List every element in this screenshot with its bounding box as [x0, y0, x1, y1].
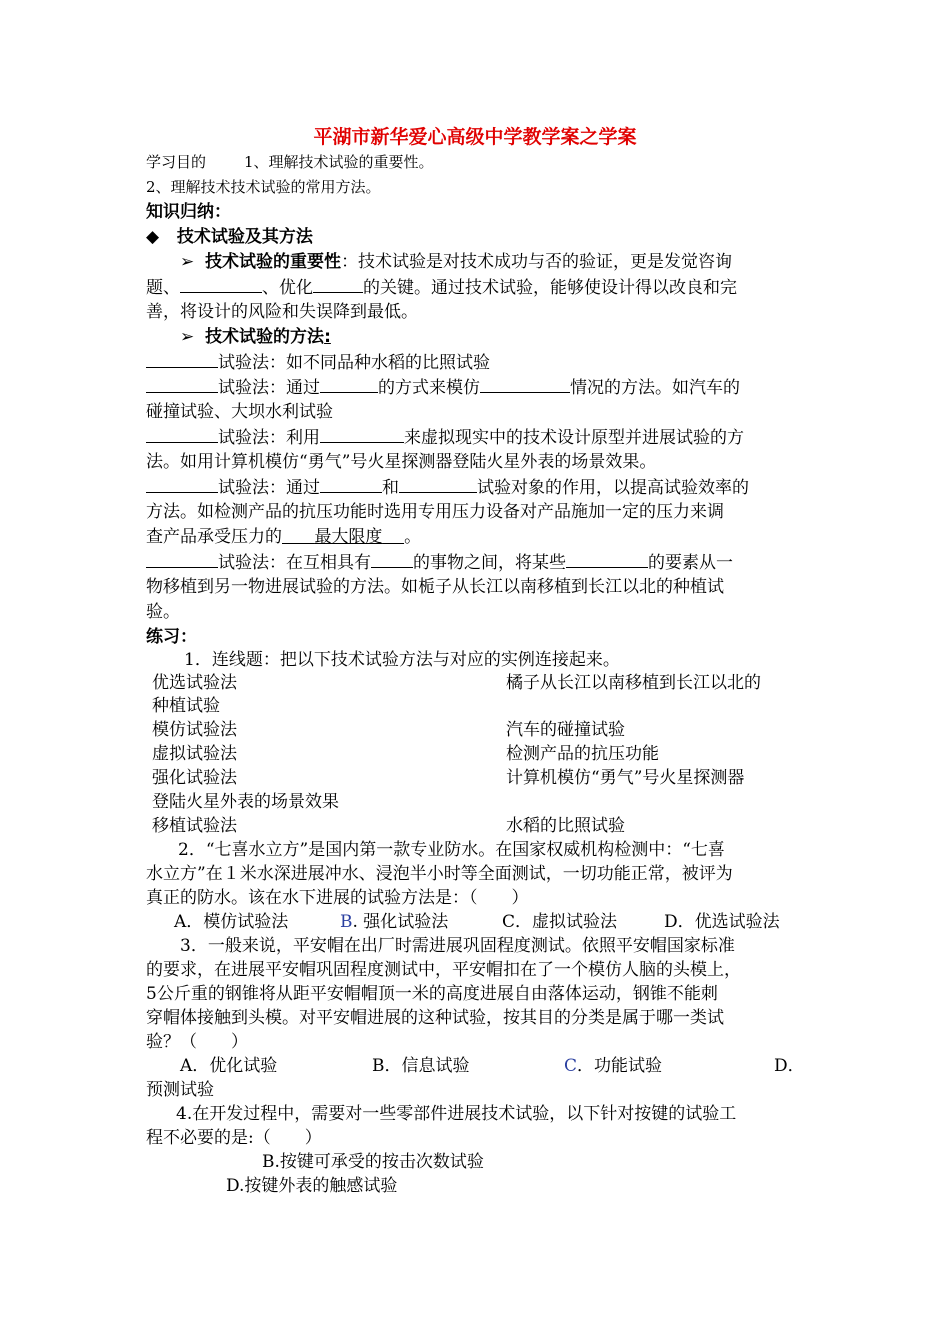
text-fragment: 的方式来模仿: [378, 378, 480, 398]
q2-option-d: D．优选试验法: [664, 912, 780, 932]
section-heading: 技术试验及其方法: [176, 227, 313, 247]
methods-colon: :: [324, 327, 331, 347]
q4-line-1: 4.在开发过程中，需要对一些零部件进展技术试验，以下针对按键的试验工: [176, 1104, 737, 1124]
methods-heading-line: [180, 325, 331, 349]
method-5-line-3: 验。: [146, 602, 180, 622]
q1-right-item: 橘子从长江以南移植到长江以北的: [506, 673, 761, 693]
q2-option-c: C．虚拟试验法: [502, 912, 618, 932]
fill-blank: [320, 475, 382, 493]
q2-option-b: [340, 910, 448, 934]
fill-blank: [320, 425, 404, 443]
objectives-line: [146, 150, 434, 174]
option-text: . 强化试验法: [352, 912, 449, 932]
objective-item-2: 2、理解技术技术试验的常用方法。: [146, 178, 381, 196]
method-4-line-3: [146, 525, 421, 549]
objective-item-1: 1、理解技术试验的重要性。: [244, 153, 434, 171]
text-fragment: 和: [382, 478, 399, 498]
text-fragment: 试验法：在互相具有: [218, 553, 371, 573]
text-fragment: 的事物之间，将某些: [413, 553, 566, 573]
option-letter: B: [340, 912, 353, 932]
underlined-answer: [282, 527, 404, 547]
fill-blank: [399, 475, 477, 493]
fill-blank: [146, 425, 218, 443]
q4-line-2: 程不必要的是:（ ）: [146, 1128, 322, 1148]
q1-right-item: 水稻的比照试验: [506, 816, 625, 836]
q2-option-a: A．模仿试验法: [174, 912, 289, 932]
q4-option-b: B.按键可承受的按击次数试验: [262, 1152, 484, 1172]
q3-line-2: 的要求，在进展平安帽巩固程度测试中，平安帽扣在了一个模仿人脑的头模上，: [146, 960, 741, 980]
fill-blank: [146, 350, 218, 368]
q4-option-d: D.按键外表的触感试验: [226, 1176, 398, 1196]
fill-blank: [180, 275, 262, 293]
q3-line-5: 验？（ ）: [146, 1032, 248, 1052]
q3-option-d: D．: [774, 1056, 805, 1076]
text-fragment: 。: [404, 527, 422, 547]
knowledge-heading: 知识归纳：: [146, 202, 231, 222]
q1-stem: 1．连线题：把以下技术试验方法与对应的实例连接起来。: [184, 650, 620, 670]
q3-line-1: 3．一般来说，平安帽在出厂时需进展巩固程度测试。依照平安帽国家标准: [180, 936, 735, 956]
fill-blank: [480, 375, 570, 393]
q3-line-4: 穿帽体接触到头模。对平安帽进展的这种试验，按其目的分类是属于哪一类试: [146, 1008, 724, 1028]
text-fragment: 试验法：通过: [218, 478, 320, 498]
q2-line-3: 真正的防水。该在水下进展的试验方法是：（ ）: [146, 888, 529, 908]
importance-text: ：技术试验是对技术成功与否的验证，更是发觉咨询: [341, 252, 733, 272]
fill-blank: [146, 475, 218, 493]
option-text: ．功能试验: [577, 1056, 663, 1076]
text-fragment: 查产品承受压力的: [146, 527, 282, 547]
diamond-bullet-icon: ◆: [146, 227, 160, 247]
method-3-line-2: 法。如用计算机模仿“勇气”号火星探测器登陆火星外表的场景效果。: [146, 452, 657, 472]
importance-line-2: [146, 275, 737, 300]
text-fragment: 的要素从一: [648, 553, 733, 573]
page-title: 平湖市新华爱心高级中学教学案之学案: [313, 126, 637, 148]
method-4: [146, 475, 749, 500]
q1-wrap-text: 种植试验: [152, 696, 220, 716]
method-5-line-2: 物移植到另一物进展试验的方法。如栀子从长江以南移植到长江以北的种植试: [146, 577, 724, 597]
q3-option-b: B．信息试验: [372, 1056, 470, 1076]
importance-line-3: 善，将设计的风险和失误降到最低。: [146, 302, 418, 322]
q2-line-1: 2．“七喜水立方”是国内第一款专业防水。在国家权威机构检测中：“七喜: [178, 840, 725, 860]
method-2: [146, 375, 740, 400]
fill-blank: [371, 550, 413, 568]
method-4-line-2: 方法。如检测产品的抗压功能时选用专用压力设备对产品施加一定的压力来调: [146, 502, 724, 522]
q1-left-item: 优选试验法: [152, 673, 237, 693]
q1-right-item: 汽车的碰撞试验: [506, 720, 625, 740]
methods-heading: 技术试验的方法: [205, 327, 325, 347]
fill-blank: [146, 550, 218, 568]
method-5: [146, 550, 733, 575]
q3-option-a: A．优化试验: [180, 1056, 278, 1076]
q1-right-item: 检测产品的抗压功能: [506, 744, 659, 764]
text-fragment: 试验法：利用: [218, 428, 320, 448]
q1-left-item: 强化试验法: [152, 768, 237, 788]
fill-blank: [146, 375, 218, 393]
text-fragment: 题、: [146, 278, 180, 298]
method-1: [146, 350, 490, 375]
text-fragment: 的关键。通过技术试验，能够使设计得以改良和完: [363, 278, 737, 298]
q2-line-2: 水立方”在１米水深进展冲水、浸泡半小时等全面测试，一切功能正常，被评为: [146, 864, 733, 884]
text-fragment: 情况的方法。如汽车的: [570, 378, 740, 398]
text-fragment: 最大限度: [314, 527, 383, 547]
text-fragment: 试验法：通过: [218, 378, 320, 398]
method-2-line-2: 碰撞试验、大坝水利试验: [146, 402, 333, 422]
q3-option-c: [564, 1054, 662, 1078]
arrow-bullet-icon: ➢: [180, 252, 195, 272]
importance-heading: 技术试验的重要性: [205, 252, 342, 272]
section-heading-line: [146, 225, 313, 249]
text-fragment: 试验法：如不同品种水稻的比照试验: [218, 353, 490, 373]
q1-wrap-text: 登陆火星外表的场景效果: [152, 792, 339, 812]
q1-left-item: 虚拟试验法: [152, 744, 237, 764]
q3-line-3: 5公斤重的钢锥将从距平安帽帽顶一米的高度进展自由落体运动，钢锥不能刺: [146, 984, 718, 1004]
exercise-heading: 练习：: [146, 627, 197, 647]
arrow-bullet-icon: ➢: [180, 327, 195, 347]
text-fragment: 试验对象的作用，以提高试验效率的: [477, 478, 749, 498]
option-letter: C: [564, 1056, 578, 1076]
q1-right-item: 计算机模仿“勇气”号火星探测器: [506, 768, 745, 788]
objectives-label: 学习目的: [146, 153, 207, 171]
text-fragment: 、优化: [262, 278, 313, 298]
q1-left-item: 移植试验法: [152, 816, 237, 836]
q3-option-d-wrap: 预测试验: [146, 1080, 214, 1100]
text-fragment: 来虚拟现实中的技术设计原型并进展试验的方: [404, 428, 744, 448]
fill-blank: [566, 550, 648, 568]
fill-blank: [313, 275, 363, 293]
method-3: [146, 425, 744, 450]
q1-left-item: 模仿试验法: [152, 720, 237, 740]
importance-line-1: [180, 250, 732, 274]
fill-blank: [320, 375, 378, 393]
